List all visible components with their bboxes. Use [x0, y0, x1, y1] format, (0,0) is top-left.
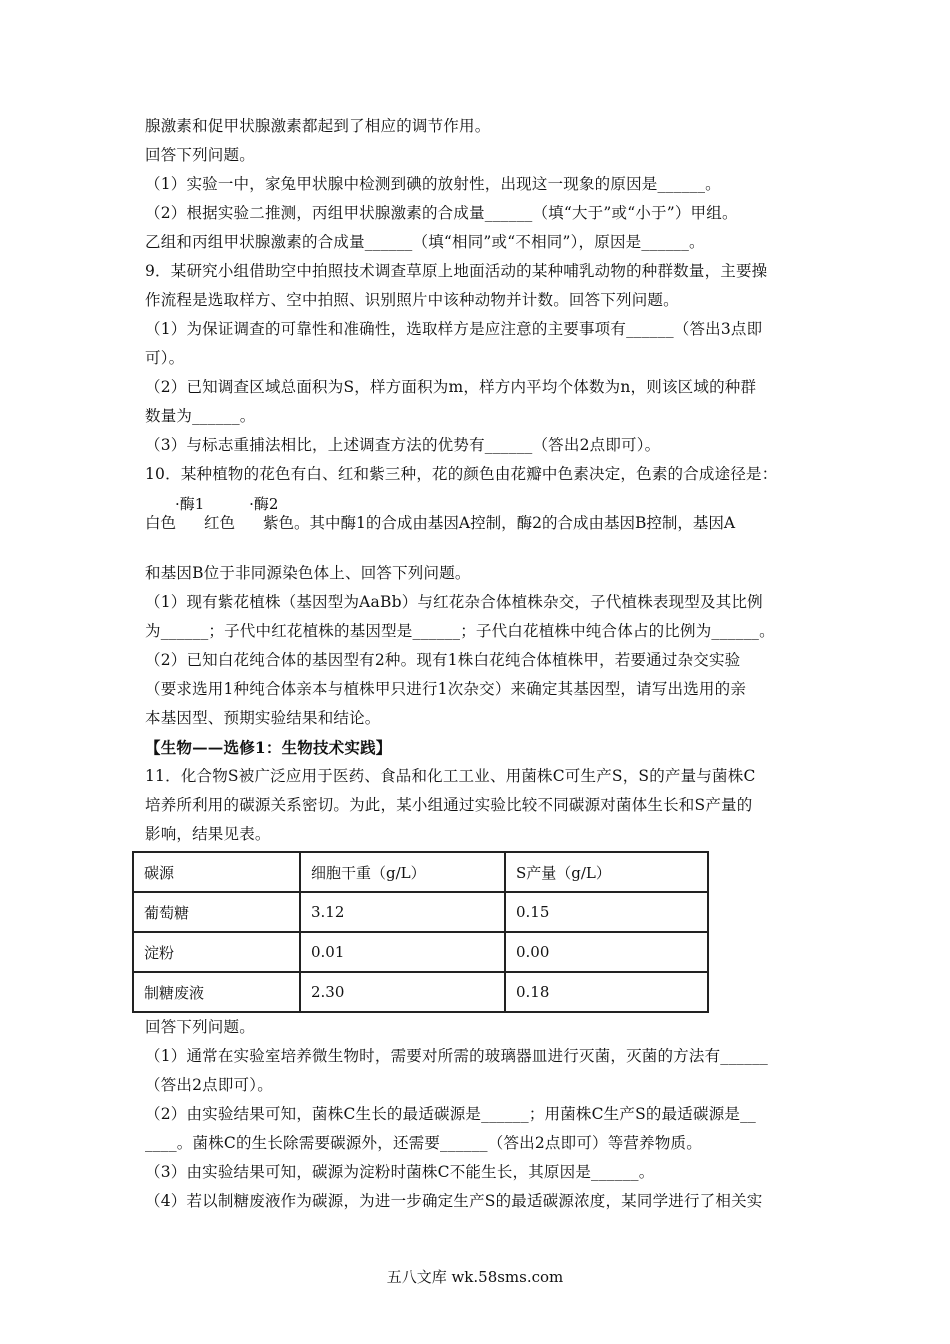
text-line: 回答下列问题。	[145, 146, 255, 164]
question-11-line: 11．化合物S被广泛应用于医药、食品和化工工业、用菌株C可生产S，S的产量与菌株C	[145, 767, 756, 785]
text-line: （2）由实验结果可知，菌株C生长的最适碳源是______；用菌株C生产S的最适碳源是__	[145, 1105, 757, 1123]
text-line: （1）为保证调查的可靠性和准确性，选取样方是应注意的主要事项有______（答出3点即	[145, 320, 763, 338]
text-line: （2）根据实验二推测，丙组甲状腺激素的合成量______（填“大于”或“小于”）甲组。	[145, 204, 738, 222]
text-line: ____。菌株C的生长除需要碳源外，还需要______（答出2点即可）等营养物质。	[145, 1134, 702, 1152]
table-header: 细胞干重（g/L）	[300, 852, 505, 892]
question-9-line: 9．某研究小组借助空中拍照技术调查草原上地面活动的某种哺乳动物的种群数量，主要操	[145, 262, 768, 280]
text-line: 回答下列问题。	[145, 1018, 255, 1036]
table-cell: 淀粉	[133, 932, 300, 972]
text-line: （4）若以制糖废液作为碳源，为进一步确定生产S的最适碳源浓度，某同学进行了相关实	[145, 1192, 763, 1210]
text-line: 可）。	[145, 349, 185, 367]
text-line: 为______；子代中红花植株的基因型是______；子代白花植株中纯合体占的比例为______。	[145, 622, 775, 640]
text-line: 乙组和丙组甲状腺激素的合成量______（填“相同”或“不相同”），原因是______。	[145, 233, 705, 251]
table-cell: 3.12	[300, 892, 505, 932]
text-line: （3）由实验结果可知，碳源为淀粉时菌株C不能生长，其原因是______。	[145, 1163, 655, 1181]
text-line: 作流程是选取样方、空中拍照、识别照片中该种动物并计数。回答下列问题。	[145, 291, 679, 309]
table-cell: 葡萄糖	[133, 892, 300, 932]
text-line: 影响，结果见表。	[145, 825, 271, 843]
table-header-row	[133, 852, 708, 892]
text-line: （2）已知白花纯合体的基因型有2种。现有1株白花纯合体植株甲，若要通过杂交实验	[145, 651, 741, 669]
text-line: 培养所利用的碳源关系密切。为此，某小组通过实验比较不同碳源对菌体生长和S产量的	[145, 796, 753, 814]
text-line: （1）通常在实验室培养微生物时，需要对所需的玻璃器皿进行灭菌，灭菌的方法有______	[145, 1047, 768, 1065]
table-cell: 0.18	[505, 972, 708, 1012]
document-page	[145, 112, 815, 1216]
color-purple-text: 紫色。其中酶1的合成由基因A控制，酶2的合成由基因B控制，基因A	[263, 514, 736, 532]
color-red: 红色	[204, 514, 236, 532]
text-line: （3）与标志重捕法相比，上述调查方法的优势有______（答出2点即可）。	[145, 436, 661, 454]
table-cell: 0.01	[300, 932, 505, 972]
table-row	[133, 892, 708, 932]
enzyme-2-label: ·酶2	[249, 495, 279, 513]
table-cell: 0.15	[505, 892, 708, 932]
color-white: 白色	[145, 514, 177, 532]
text-line: 和基因B位于非同源染色体上、回答下列问题。	[145, 564, 471, 582]
text-line: 本基因型、预期实验结果和结论。	[145, 709, 381, 727]
text-line: 数量为______。	[145, 407, 256, 425]
paragraph-mid	[145, 559, 815, 733]
table-cell: 制糖废液	[133, 972, 300, 1012]
results-table	[132, 851, 709, 1013]
table-cell: 0.00	[505, 932, 708, 972]
paragraph-q11	[145, 762, 815, 849]
paragraph-top	[145, 112, 815, 489]
enzyme-pathway	[145, 489, 815, 541]
table-row	[133, 972, 708, 1012]
text-line: （1）现有紫花植株（基因型为AaBb）与红花杂合体植株杂交，子代植株表现型及其比例	[145, 593, 763, 611]
enzyme-1-label: ·酶1	[175, 495, 205, 513]
text-line: 腺激素和促甲状腺激素都起到了相应的调节作用。	[145, 117, 491, 135]
table-row	[133, 932, 708, 972]
page-footer: 五八文库 wk.58sms.com	[386, 1268, 564, 1286]
table-cell: 2.30	[300, 972, 505, 1012]
paragraph-bottom	[145, 1013, 815, 1216]
text-line: （2）已知调查区域总面积为S，样方面积为m，样方内平均个体数为n，则该区域的种群	[145, 378, 757, 396]
table-header: S产量（g/L）	[505, 852, 708, 892]
text-line: （1）实验一中，家兔甲状腺中检测到碘的放射性，出现这一现象的原因是______。	[145, 175, 721, 193]
text-line: （要求选用1种纯合体亲本与植株甲只进行1次杂交）来确定其基因型，请写出选用的亲	[145, 680, 747, 698]
table-header: 碳源	[133, 852, 300, 892]
question-10-line: 10．某种植物的花色有白、红和紫三种，花的颜色由花瓣中色素决定，色素的合成途径是：	[145, 465, 778, 483]
text-line: （答出2点即可）。	[145, 1076, 273, 1094]
section-title: 【生物——选修1：生物技术实践】	[145, 738, 392, 757]
